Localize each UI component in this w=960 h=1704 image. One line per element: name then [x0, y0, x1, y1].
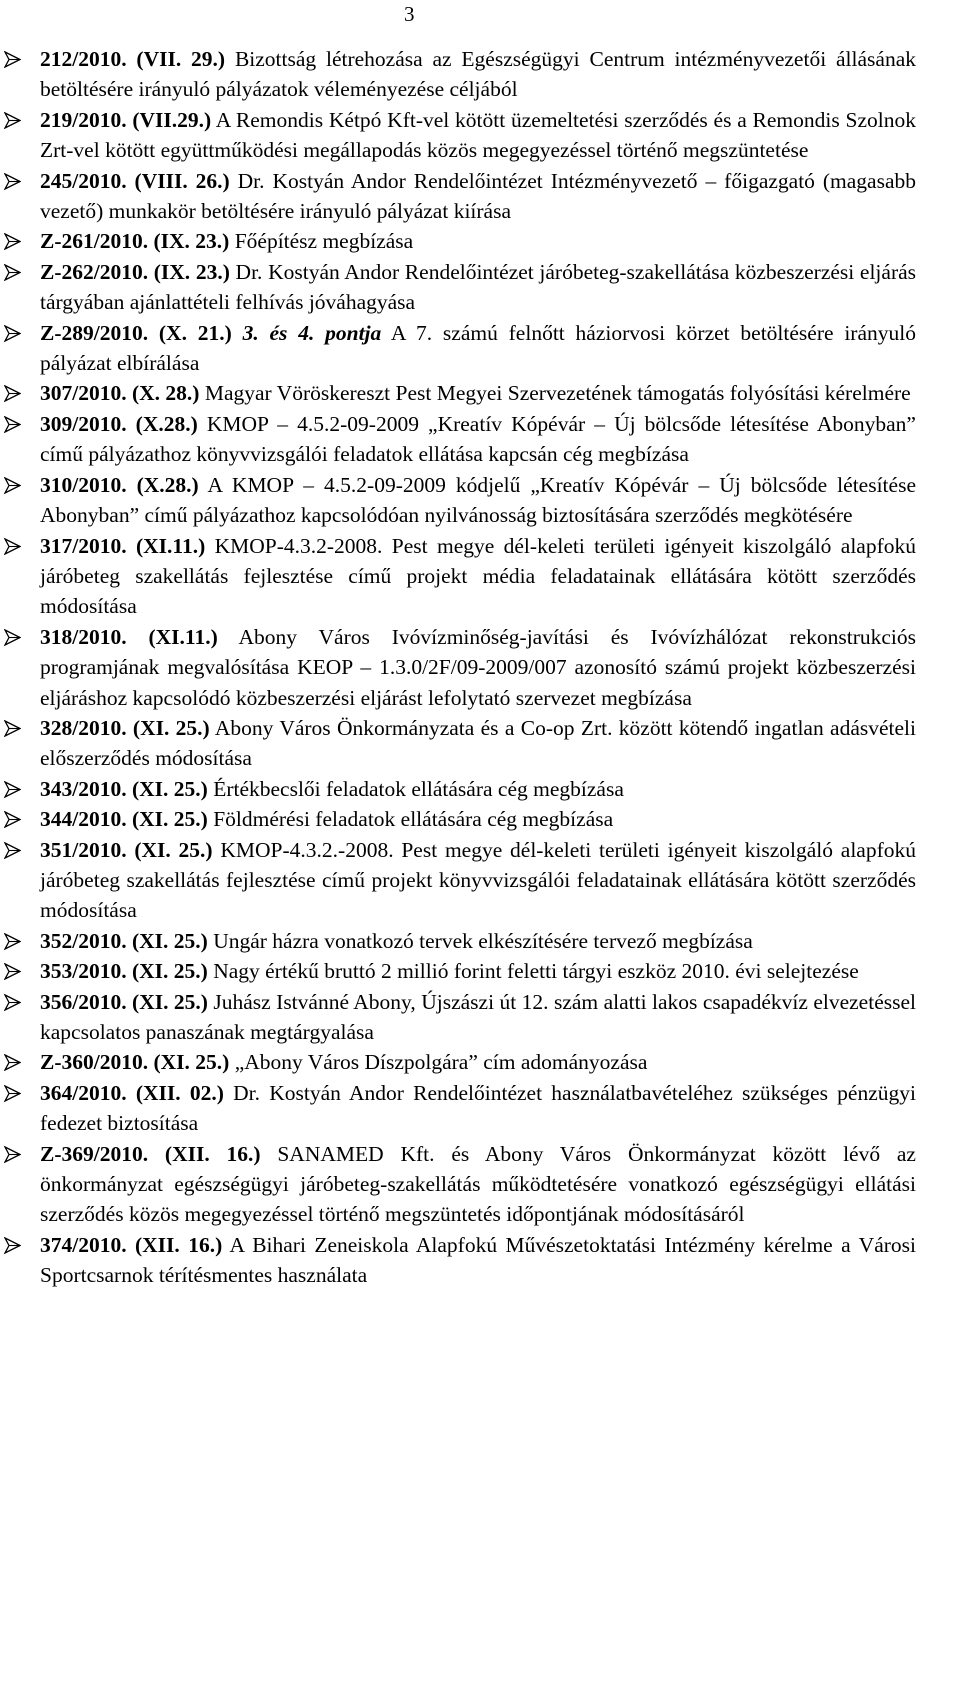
resolution-id: 328/2010. (XI. 25.) [40, 715, 210, 740]
resolution-text: Abony Város Ivóvízminőség-javítási és Ivóvízhálózat rekonstrukciós programjának megvalósítása KEOP – 1.3.0/2F/09-2009/007 azonosító számú projekt közbeszerzési eljáráshoz kapcsolódó közbeszerzési eljárást lefolytató szervezet megbízása [40, 624, 916, 710]
resolution-id: 310/2010. (X.28.) [40, 472, 199, 497]
arrow-bullet-icon [4, 963, 21, 980]
list-item [0, 713, 916, 774]
list-item [0, 226, 916, 256]
resolution-text: A Bihari Zeneiskola Alapfokú Művészetoktatási Intézmény kérelme a Városi Sportcsarnok térítésmentes használata [40, 1232, 916, 1288]
resolution-text: Ungár házra vonatkozó tervek elkészítésére tervező megbízása [207, 928, 753, 953]
resolution-list [0, 44, 960, 1291]
resolution-text: A 7. számú felnőtt háziorvosi körzet betöltésére irányuló pályázat elbírálása [40, 320, 916, 376]
resolution-id: 364/2010. (XII. 02.) [40, 1080, 224, 1105]
arrow-bullet-icon [4, 264, 21, 281]
list-item [0, 926, 916, 956]
arrow-bullet-icon [4, 538, 21, 555]
resolution-id: 318/2010. (XI.11.) [40, 624, 218, 649]
list-item [0, 835, 916, 926]
arrow-bullet-icon [4, 720, 21, 737]
resolution-id: 352/2010. (XI. 25.) [40, 928, 208, 953]
arrow-bullet-icon [4, 994, 21, 1011]
resolution-id: 344/2010. (XI. 25.) [40, 807, 208, 832]
resolution-text: Nagy értékű bruttó 2 millió forint feletti tárgyi eszköz 2010. évi selejtezése [207, 959, 859, 984]
resolution-text: A Remondis Kétpó Kft-vel kötött üzemeltetési szerződés és a Remondis Szolnok Zrt-vel kötött együttműködési megállapodás közös megegyezéssel történő megszüntetése [40, 107, 916, 163]
resolution-id: 343/2010. (XI. 25.) [40, 776, 208, 801]
list-item [0, 1139, 916, 1230]
resolution-points: 3. és 4. pontja [231, 320, 382, 345]
resolution-id: 317/2010. (XI.11.) [40, 533, 206, 558]
arrow-bullet-icon [4, 811, 21, 828]
list-item [0, 804, 916, 834]
resolution-id: Z-262/2010. (IX. 23.) [40, 259, 230, 284]
list-item [0, 105, 916, 166]
resolution-id: 351/2010. (XI. 25.) [40, 837, 213, 862]
resolution-text: Értékbecslői feladatok ellátására cég megbízása [207, 776, 624, 801]
resolution-id: 219/2010. (VII.29.) [40, 107, 212, 132]
resolution-id: 307/2010. (X. 28.) [40, 381, 200, 406]
resolution-text: Dr. Kostyán Andor Rendelőintézet Intézményvezető – főigazgató (magasabb vezető) munkakör betöltésére irányuló pályázat kiírása [40, 168, 916, 224]
list-item [0, 1230, 916, 1291]
resolution-text: SANAMED Kft. és Abony Város Önkormányzat között lévő az önkormányzat egészségügyi járóbeteg-szakellátás működtetésére vonatkozó egészségügyi ellátási szerződés közös megegyezéssel történő megszüntetés időpontjának módosításáról [40, 1141, 916, 1227]
arrow-bullet-icon [4, 629, 21, 646]
page-number: 3 [404, 2, 415, 26]
list-item [0, 378, 916, 408]
list-item [0, 956, 916, 986]
list-item [0, 774, 916, 804]
resolution-id: Z-261/2010. (IX. 23.) [40, 229, 230, 254]
resolution-id: Z-360/2010. (XI. 25.) [40, 1050, 230, 1075]
resolution-id: 374/2010. (XII. 16.) [40, 1232, 223, 1257]
arrow-bullet-icon [4, 1146, 21, 1163]
list-item [0, 470, 916, 531]
arrow-bullet-icon [4, 1237, 21, 1254]
arrow-bullet-icon [4, 385, 21, 402]
resolution-text: Dr. Kostyán Andor Rendelőintézet járóbeteg-szakellátása közbeszerzési eljárás tárgyában ajánlattételi felhívás jóváhagyása [40, 259, 917, 315]
resolution-text: Dr. Kostyán Andor Rendelőintézet használatbavételéhez szükséges pénzügyi fedezet biztosítása [40, 1080, 916, 1136]
list-item [0, 531, 916, 622]
resolution-text: Magyar Vöröskereszt Pest Megyei Szervezetének támogatás folyósítási kérelmére [199, 381, 911, 406]
arrow-bullet-icon [4, 173, 21, 190]
resolution-id: 212/2010. (VII. 29.) [40, 47, 226, 71]
arrow-bullet-icon [4, 933, 21, 950]
resolution-id: Z-289/2010. (X. 21.) [40, 320, 232, 345]
resolution-text: Főépítész megbízása [229, 229, 414, 254]
list-item [0, 409, 916, 470]
list-item [0, 622, 916, 713]
list-item [0, 1047, 916, 1077]
arrow-bullet-icon [4, 842, 21, 859]
arrow-bullet-icon [4, 416, 21, 433]
arrow-bullet-icon [4, 325, 21, 342]
resolution-id: Z-369/2010. (XII. 16.) [40, 1141, 261, 1166]
resolution-id: 353/2010. (XI. 25.) [40, 959, 208, 984]
list-item [0, 1078, 916, 1139]
resolution-id: 309/2010. (X.28.) [40, 411, 198, 436]
resolution-text: „Abony Város Díszpolgára” cím adományozása [229, 1050, 648, 1075]
arrow-bullet-icon [4, 233, 21, 250]
list-item [0, 987, 916, 1048]
list-item [0, 44, 916, 105]
resolution-text: KMOP-4.3.2-2008. Pest megye dél-keleti területi igényeit kiszolgáló alapfokú járóbeteg szakellátás fejlesztése című projekt média feladatainak ellátására kötött szerződés módosítása [40, 533, 916, 619]
resolution-text: KMOP – 4.5.2-09-2009 „Kreatív Kópévár – Új bölcsőde létesítése Abonyban” című pályázathoz könyvvizsgálói feladatok ellátása kapcsán cég megbízása [40, 411, 916, 467]
list-item [0, 318, 916, 379]
resolution-text: Bizottság létrehozása az Egészségügyi Centrum intézményvezetői állásának betöltésére irányuló pályázatok véleményezése céljából [40, 47, 916, 102]
resolution-id: 356/2010. (XI. 25.) [40, 989, 208, 1014]
resolution-id: 245/2010. (VIII. 26.) [40, 168, 230, 193]
list-item [0, 166, 916, 227]
resolution-text: Abony Város Önkormányzata és a Co-op Zrt. között kötendő ingatlan adásvételi előszerződés módosítása [40, 715, 916, 771]
arrow-bullet-icon [4, 477, 21, 494]
resolution-text: A KMOP – 4.5.2-09-2009 kódjelű „Kreatív Kópévár – Új bölcsőde létesítése Abonyban” című pályázathoz kapcsolódóan nyilvánosság biztosítására szerződés megkötésére [40, 472, 916, 528]
arrow-bullet-icon [4, 781, 21, 798]
resolution-text: Földmérési feladatok ellátására cég megbízása [207, 807, 614, 832]
list-item [0, 257, 916, 318]
arrow-bullet-icon [4, 112, 21, 129]
resolution-text: Juhász Istvánné Abony, Újszászi út 12. szám alatti lakos csapadékvíz elvezetéssel kapcsolatos panaszának megtárgyalása [40, 989, 916, 1044]
resolution-text: KMOP-4.3.2.-2008. Pest megye dél-keleti területi igényeit kiszolgáló alapfokú járóbeteg szakellátás fejlesztése című projekt könyvvizsgálói feladatainak ellátására kötött szerződés módosítása [40, 837, 917, 923]
arrow-bullet-icon [4, 51, 21, 68]
arrow-bullet-icon [4, 1085, 21, 1102]
arrow-bullet-icon [4, 1054, 21, 1071]
